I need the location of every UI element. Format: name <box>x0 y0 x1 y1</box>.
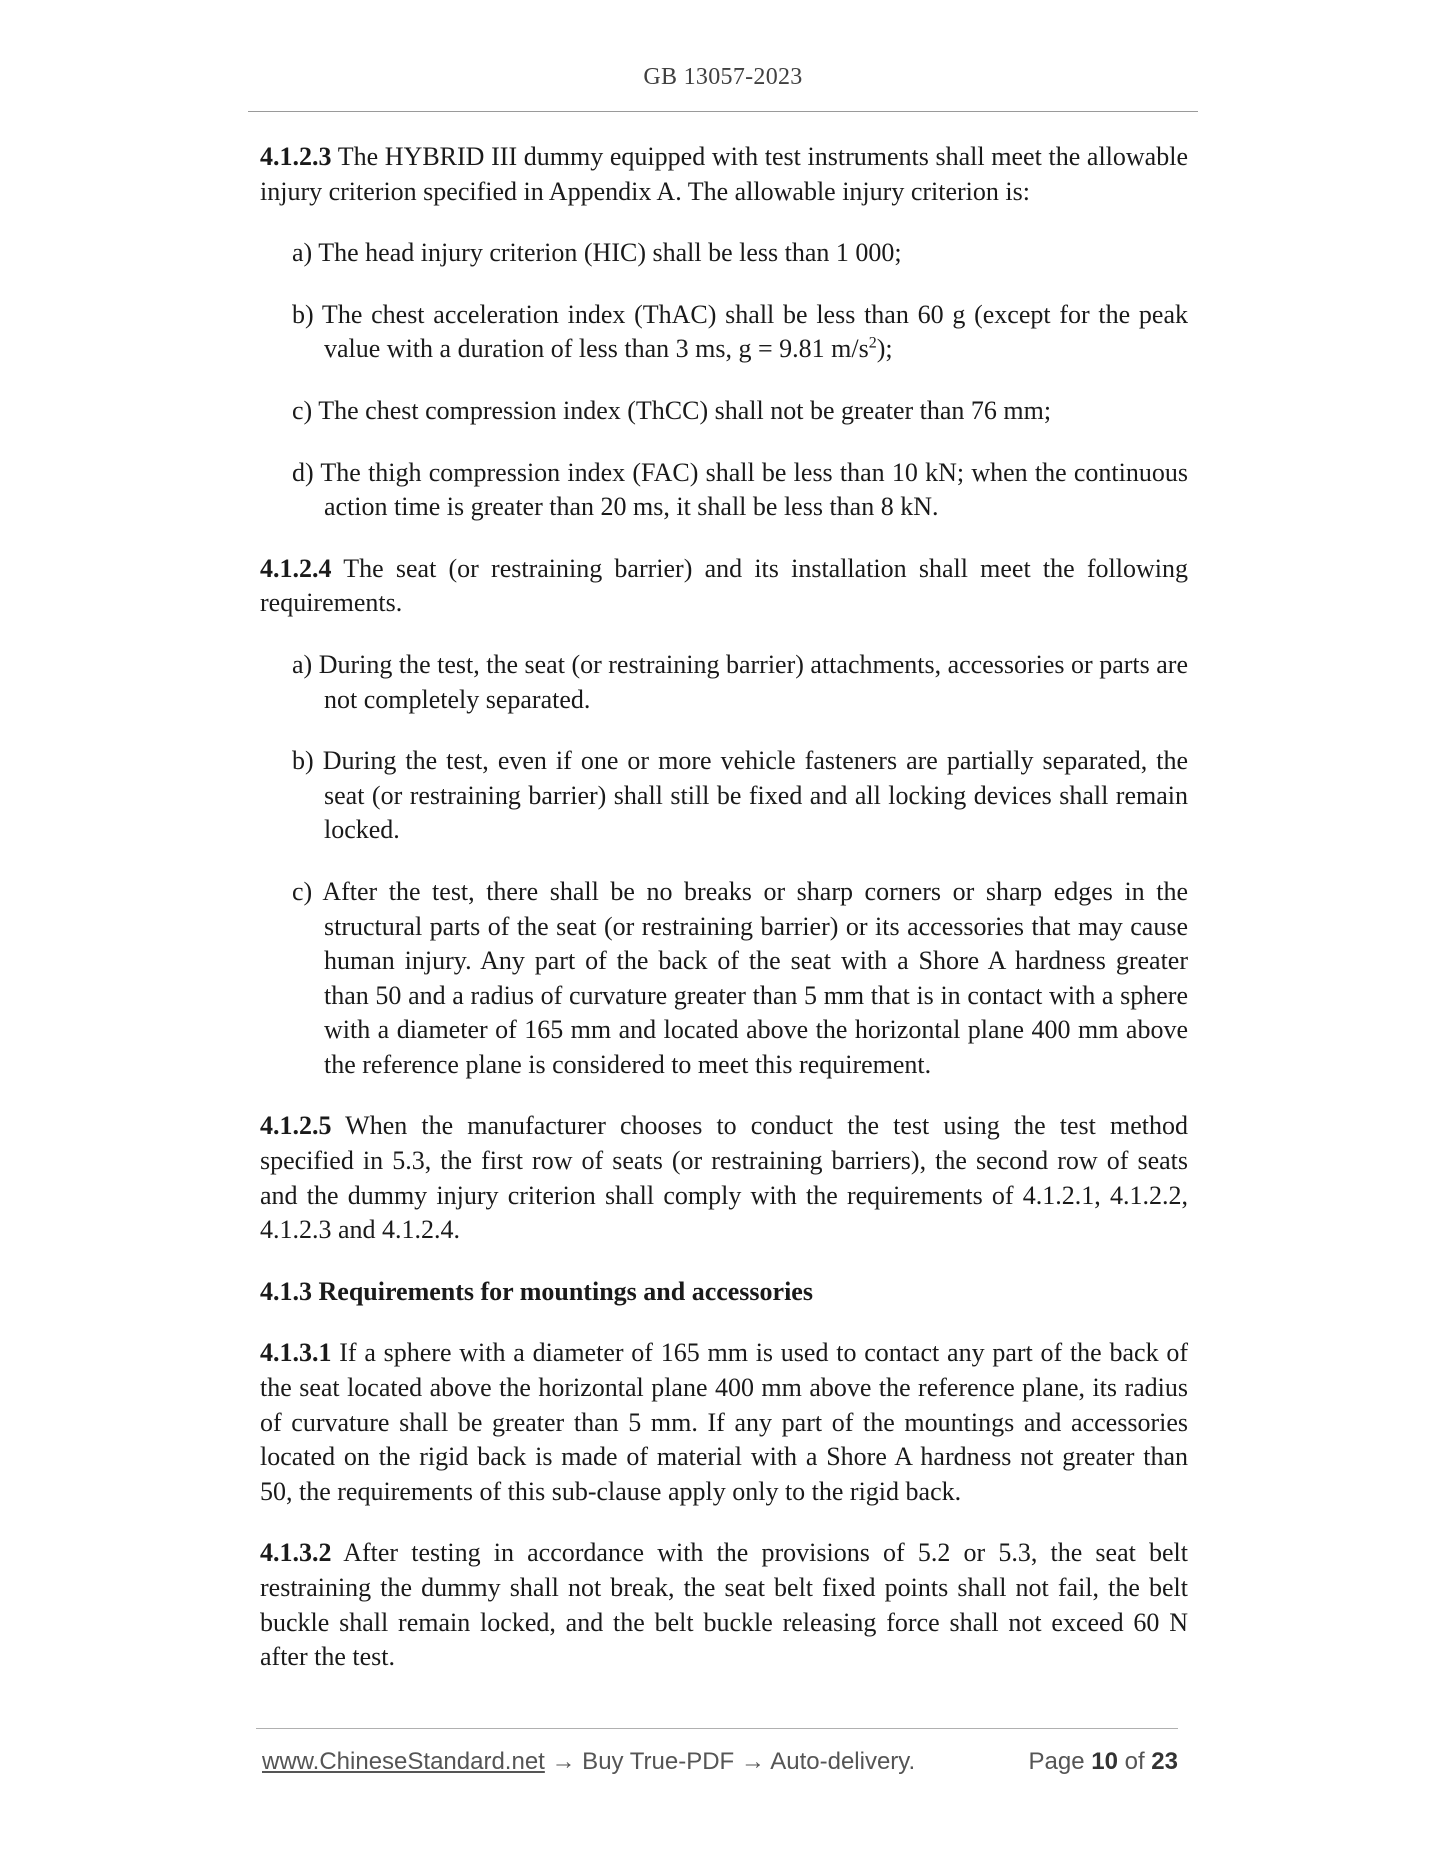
page-of-label: of <box>1117 1748 1152 1775</box>
page-header: GB 13057-2023 <box>643 64 803 90</box>
header-divider <box>248 111 1198 112</box>
clause-number: 4.1.3.2 <box>260 1538 332 1568</box>
list-item-c: c) After the test, there shall be no breaks or sharp corners or sharp edges in the structural parts of the seat (or restraining barrier) or its accessories that may cause human injury. Any part of the back of the seat with a Shore A hardness greater than 50 and a radius of curvature greater than 5 mm that is in contact with a sphere with a diameter of 165 mm and located above the horizontal plane 400 mm above the reference plane is considered to meet this requirement. <box>292 876 1188 1079</box>
list-item-b: b) During the test, even if one or more vehicle fasteners are partially separated, the seat (or restraining barrier) shall still be fixed and all locking devices shall remain locked. <box>292 746 1188 845</box>
clause-4-1-3-1 <box>260 1336 1188 1509</box>
page-label: Page <box>1028 1748 1092 1775</box>
clause-number: 4.1.3.1 <box>260 1338 332 1368</box>
clause-text: After testing in accordance with the provisions of 5.2 or 5.3, the seat belt restraining the dummy shall not break, the seat belt fixed points shall not fail, the belt buckle shall remain locked, and the belt buckle releasing force shall not exceed 60 N after the test. <box>260 1538 1188 1672</box>
clause-text: The HYBRID III dummy equipped with test instruments shall meet the allowable injury criterion specified in Appendix A. The allowable injury criterion is: <box>260 142 1188 206</box>
list-item-a: a) The head injury criterion (HIC) shall be less than 1 000; <box>292 238 902 268</box>
clause-text: The seat (or restraining barrier) and its installation shall meet the following requirements. <box>260 553 1188 618</box>
clause-4-1-2-3 <box>260 140 1188 209</box>
page-current: 10 <box>1091 1748 1118 1775</box>
list-item-c: c) The chest compression index (ThCC) shall not be greater than 76 mm; <box>292 395 1052 425</box>
footer-divider <box>256 1728 1178 1729</box>
page-total: 23 <box>1151 1748 1178 1775</box>
document-body <box>260 140 1188 1702</box>
clause-text: If a sphere with a diameter of 165 mm is used to contact any part of the back of the seat located above the horizontal plane 400 mm above the reference plane, its radius of curvature shall be greater than 5 mm. If any part of the mountings and accessories located on the rigid back is made of material with a Shore A hardness not greater than 50, the requirements of this sub-clause apply only to the rigid back. <box>260 1338 1188 1506</box>
website-link[interactable]: www.ChineseStandard.net <box>262 1748 545 1775</box>
clause-number: 4.1.2.5 <box>260 1111 332 1141</box>
list-item-text-end: ); <box>876 334 893 364</box>
superscript: 2 <box>868 334 877 352</box>
clause-number: 4.1.2.3 <box>260 142 332 171</box>
clause-number: 4.1.2.4 <box>260 553 332 583</box>
clause-4-1-2-4 <box>260 552 1188 621</box>
clause-4-1-3-2 <box>260 1536 1188 1674</box>
page-number <box>1029 1748 1178 1776</box>
list-item-text: b) The chest acceleration index (ThAC) shall be less than 60 g (except for the peak value with a duration of less than 3 ms, g = 9.81 m/s <box>292 299 1188 364</box>
list-item-a: a) During the test, the seat (or restraining barrier) attachments, accessories or parts are not completely separated. <box>292 649 1188 714</box>
footer-promo-text: → Buy True-PDF → Auto-delivery. <box>544 1748 916 1775</box>
clause-text: When the manufacturer chooses to conduct the test using the test method specified in 5.3, the first row of seats (or restraining barriers), the second row of seats and the dummy injury criterion shall comply with the requirements of 4.1.2.1, 4.1.2.2, 4.1.2.3 and 4.1.2.4. <box>260 1111 1188 1245</box>
page-footer <box>262 1748 1178 1776</box>
footer-promo <box>262 1748 915 1776</box>
list-item-d: d) The thigh compression index (FAC) shall be less than 10 kN; when the continuous action time is greater than 20 ms, it shall be less than 8 kN. <box>292 457 1188 522</box>
clause-4-1-2-5 <box>260 1109 1188 1247</box>
section-heading-4-1-3: 4.1.3 Requirements for mountings and accessories <box>260 1276 813 1306</box>
list-item-b <box>292 298 1188 367</box>
